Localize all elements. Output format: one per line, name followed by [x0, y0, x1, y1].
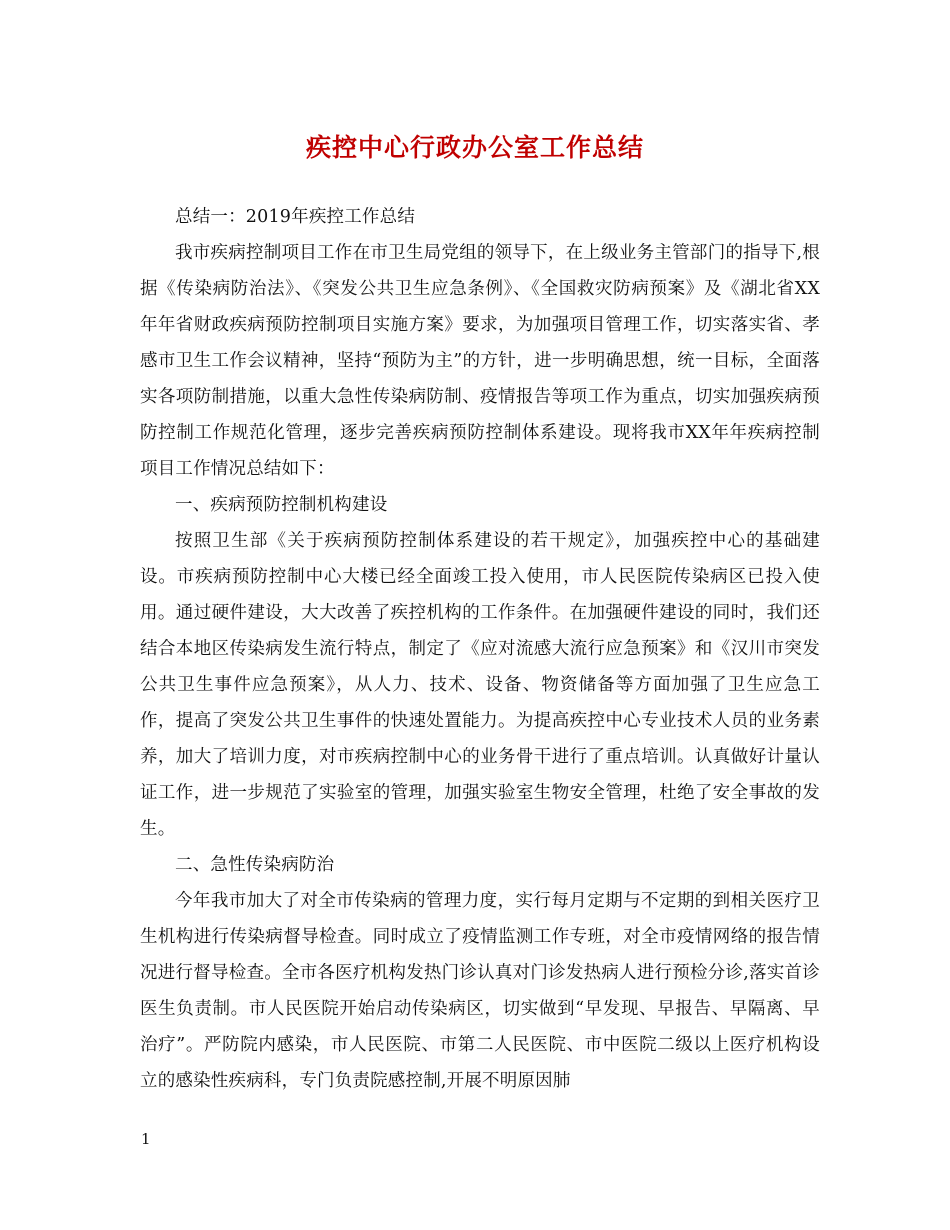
section-heading-one: 一、疾病预防控制机构建设	[175, 495, 388, 515]
section-heading-summary-one: 总结一：2019年疾控工作总结	[175, 207, 416, 227]
paragraph-infectious-disease: 今年我市加大了对全市传染病的管理力度，实行每月定期与不定期的到相关医疗卫生机构进行传染病督导检查。同时成立了疫情监测工作专班，对全市疫情网络的报告情况进行督导检查。全市各医疗机构发热门诊认真对门诊发热病人进行预检分诊,落实首诊医生负责制。市人民医院开始启动传染病区，切实做到“早发现、早报告、早隔离、早治疗”。严防院内感染，市人民医院、市第二人民医院、市中医院二级以上医疗机构设立的感染性疾病科，专门负责院感控制,开展不明原因肺	[140, 891, 820, 1091]
document-body	[140, 199, 820, 1099]
paragraph-intro: 我市疾病控制项目工作在市卫生局党组的领导下，在上级业务主管部门的指导下,根据《传染病防治法》、《突发公共卫生应急条例》、《全国救灾防病预案》及《湖北省XX年年省财政疾病预防控制项目实施方案》要求，为加强项目管理工作，切实落实省、孝感市卫生工作会议精神，坚持“预防为主”的方针，进一步明确思想，统一目标，全面落实各项防制措施，以重大急性传染病防制、疫情报告等项工作为重点，切实加强疾病预防控制工作规范化管理，逐步完善疾病预防控制体系建设。现将我市XX年年疾病控制项目工作情况总结如下：	[140, 243, 820, 479]
document-title: 疾控中心行政办公室工作总结	[305, 133, 644, 162]
page-number: 1	[141, 1130, 151, 1148]
section-heading-two: 二、急性传染病防治	[175, 855, 335, 875]
paragraph-institution-building: 按照卫生部《关于疾病预防控制体系建设的若干规定》，加强疾控中心的基础建设。市疾病预防控制中心大楼已经全面竣工投入使用，市人民医院传染病区已投入使用。通过硬件建设，大大改善了疾控机构的工作条件。在加强硬件建设的同时，我们还结合本地区传染病发生流行特点，制定了《应对流感大流行应急预案》和《汉川市突发公共卫生事件应急预案》，从人力、技术、设备、物资储备等方面加强了卫生应急工作，提高了突发公共卫生事件的快速处置能力。为提高疾控中心专业技术人员的业务素养，加大了培训力度，对市疾病控制中心的业务骨干进行了重点培训。认真做好计量认证工作，进一步规范了实验室的管理，加强实验室生物安全管理，杜绝了安全事故的发生。	[140, 531, 820, 839]
